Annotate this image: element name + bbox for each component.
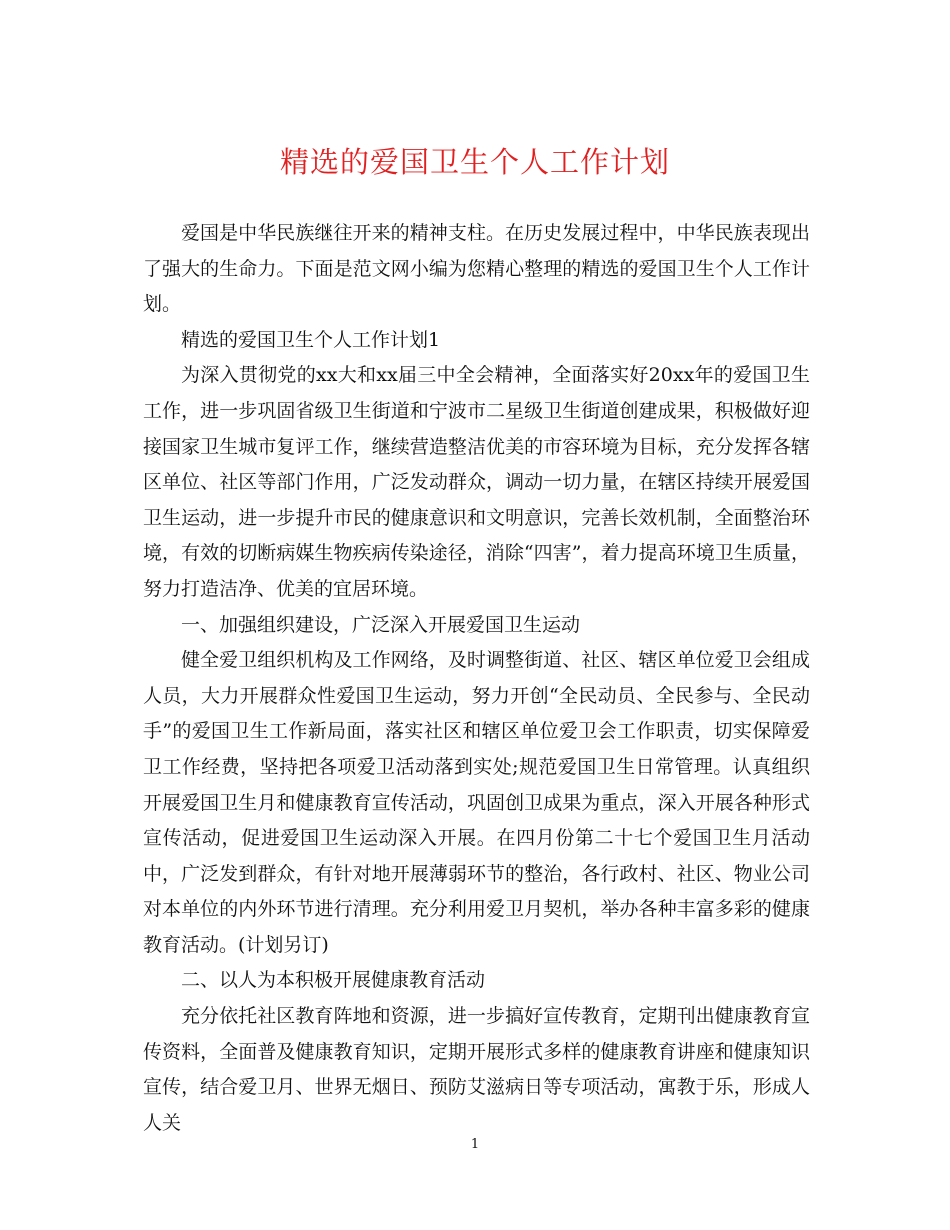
section-heading-plan-1: 精选的爱国卫生个人工作计划1 [181,328,441,351]
page-number: 1 [470,1137,480,1152]
paragraph-plan-overview: 为深入贯彻党的xx大和xx届三中全会精神，全面落实好20xx年的爱国卫生工作，进一步巩固省级卫生街道和宁波市二星级卫生街道创建成果，积极做好迎接国家卫生城市复评工作，继续营造整洁优美的市容环境为目标，充分发挥各辖区单位、社区等部门作用，广泛发动群众，调动一切力量，在辖区持续开展爱国卫生运动，进一步提升市民的健康意识和文明意识，完善长效机制，全面整治环境，有效的切断病媒生物疾病传染途径，消除“四害”，着力提高环境卫生质量，努力打造洁净、优美的宜居环境。 [143,364,810,600]
document-title: 精选的爱国卫生个人工作计划 [279,145,670,179]
paragraph-section-1: 健全爱卫组织机构及工作网络，及时调整街道、社区、辖区单位爱卫会组成人员，大力开展群众性爱国卫生运动，努力开创“全民动员、全民参与、全民动手”的爱国卫生工作新局面，落实社区和辖区单位爱卫会工作职责，切实保障爱卫工作经费，坚持把各项爱卫活动落到实处;规范爱国卫生日常管理。认真组织开展爱国卫生月和健康教育宣传活动，巩固创卫成果为重点，深入开展各种形式宣传活动，促进爱国卫生运动深入开展。在四月份第二十七个爱国卫生月活动中，广泛发到群众，有针对地开展薄弱环节的整治，各行政村、社区、物业公司对本单位的内外环节进行清理。充分利用爱卫月契机，举办各种丰富多彩的健康教育活动。(计划另订) [143,649,810,956]
section-heading-2: 二、以人为本积极开展健康教育活动 [181,969,486,992]
section-heading-1: 一、加强组织建设，广泛深入开展爱国卫生运动 [181,613,581,636]
document-body [143,216,810,1141]
paragraph-intro: 爱国是中华民族继往开来的精神支柱。在历史发展过程中，中华民族表现出了强大的生命力。下面是范文网小编为您精心整理的精选的爱国卫生个人工作计划。 [143,222,810,316]
paragraph-section-2: 充分依托社区教育阵地和资源，进一步搞好宣传教育，定期刊出健康教育宣传资料，全面普及健康教育知识，定期开展形式多样的健康教育讲座和健康知识宣传，结合爱卫月、世界无烟日、预防艾滋病日等专项活动，寓教于乐，形成人人关 [143,1005,810,1134]
